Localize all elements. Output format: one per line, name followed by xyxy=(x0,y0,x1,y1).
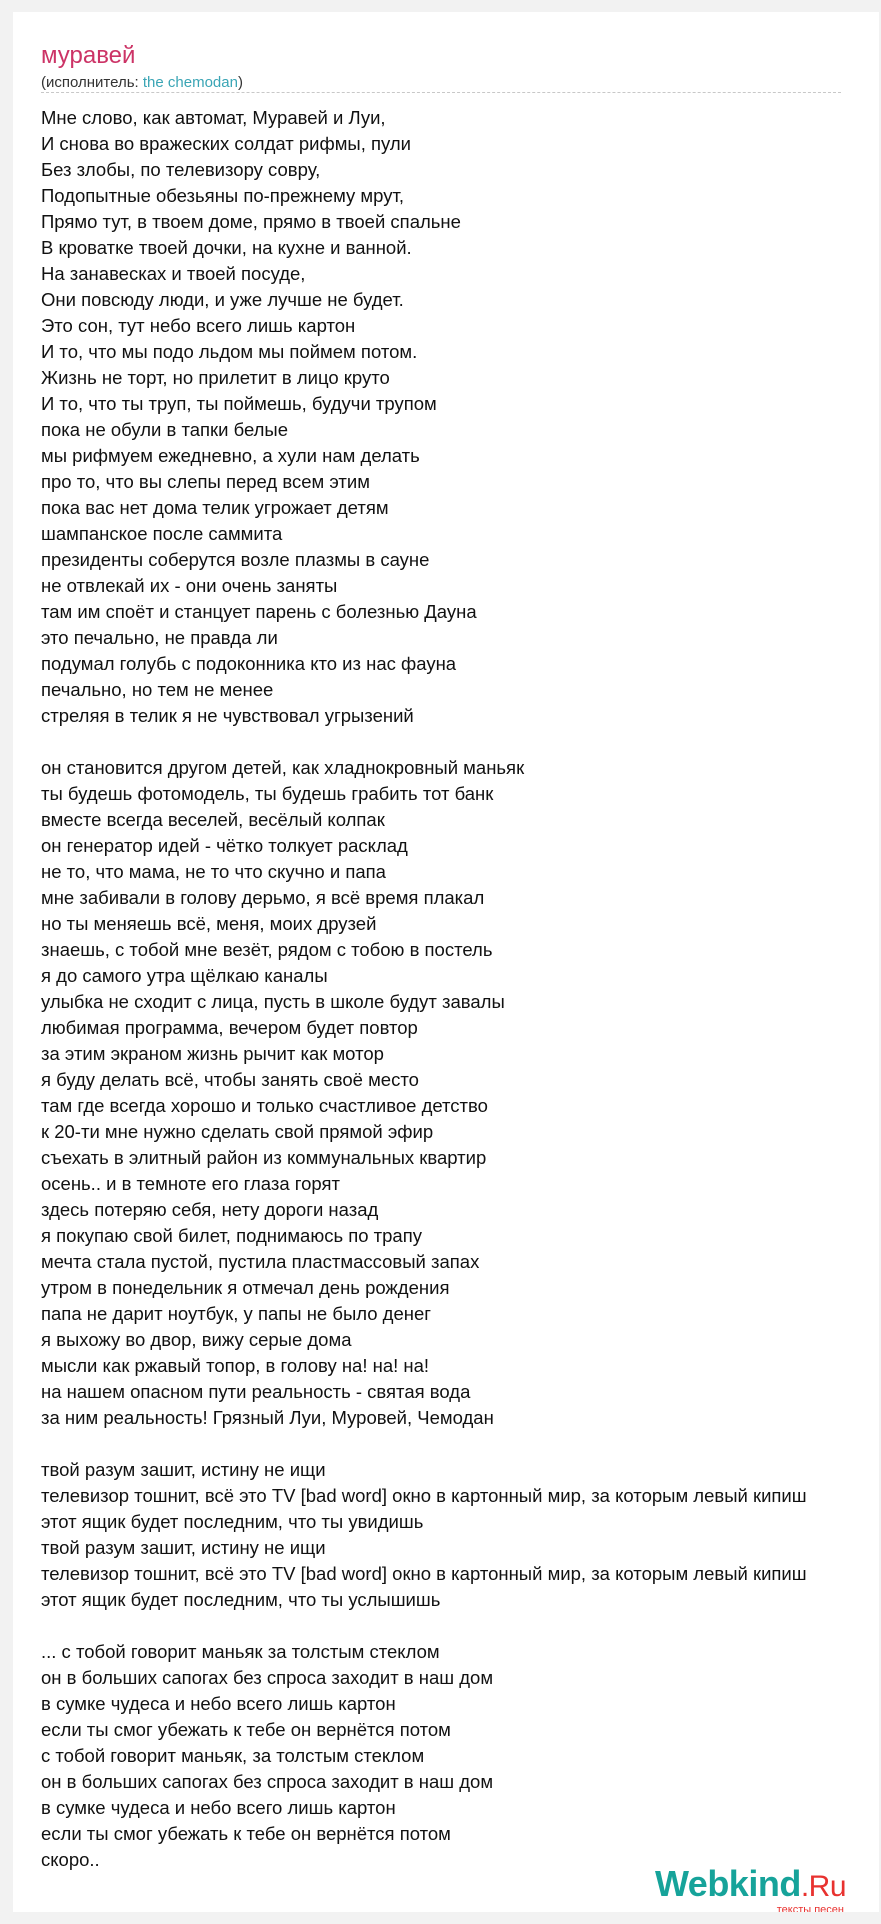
lyric-line: скоро.. xyxy=(41,1849,100,1870)
lyric-line: я буду делать всё, чтобы занять своё место xyxy=(41,1069,419,1090)
lyric-line: ты будешь фотомодель, ты будешь грабить тот банк xyxy=(41,783,494,804)
lyric-line: не то, что мама, не то что скучно и папа xyxy=(41,861,386,882)
lyric-line: я до самого утра щёлкаю каналы xyxy=(41,965,328,986)
lyric-line: любимая программа, вечером будет повтор xyxy=(41,1017,418,1038)
artist-link[interactable]: the chemodan xyxy=(142,74,238,91)
lyric-line: твой разум зашит, истину не ищи xyxy=(41,1459,326,1480)
lyric-line: в сумке чудеса и небо всего лишь картон xyxy=(41,1797,396,1818)
lyric-line: там им споёт и станцует парень с болезнью Дауна xyxy=(41,601,477,622)
lyric-line: с тобой говорит маньяк, за толстым стеклом xyxy=(41,1745,425,1766)
lyric-line: мечта стала пустой, пустила пластмассовый запах xyxy=(41,1251,480,1272)
lyric-line: про то, что вы слепы перед всем этим xyxy=(41,471,370,492)
lyric-line: к 20-ти мне нужно сделать свой прямой эфир xyxy=(41,1121,434,1142)
logo-tagline: тексты песен xyxy=(776,1904,844,1912)
lyric-line: он генератор идей - чётко толкует расклад xyxy=(41,835,408,856)
stanza-gap xyxy=(41,1613,879,1639)
lyric-line: Прямо тут, в твоем доме, прямо в твоей спальне xyxy=(41,211,461,232)
logo-tld: .Ru xyxy=(800,1870,846,1903)
logo-wordmark xyxy=(655,1865,846,1906)
lyric-line: пока не обули в тапки белые xyxy=(41,419,289,440)
lyric-line: но ты меняешь всё, меня, моих друзей xyxy=(41,913,377,934)
lyric-line: Они повсюду люди, и уже лучше не будет. xyxy=(41,289,404,310)
artist-prefix: (исполнитель: xyxy=(41,74,143,91)
song-title: муравей xyxy=(41,42,136,69)
lyric-line: печально, но тем не менее xyxy=(41,679,274,700)
lyric-line: если ты смог убежать к тебе он вернётся потом xyxy=(41,1823,451,1844)
lyric-line: ... с тобой говорит маньяк за толстым стеклом xyxy=(41,1641,440,1662)
lyric-line: утром в понедельник я отмечал день рождения xyxy=(41,1277,450,1298)
lyric-line: знаешь, с тобой мне везёт, рядом с тобою в постель xyxy=(41,939,493,960)
lyric-line: папа не дарит ноутбук, у папы не было денег xyxy=(41,1303,432,1324)
lyric-line: здесь потеряю себя, нету дороги назад xyxy=(41,1199,379,1220)
logo-brand: Webkind xyxy=(654,1863,801,1904)
lyric-line: он в больших сапогах без спроса заходит в наш дом xyxy=(41,1667,494,1688)
stanza-gap xyxy=(41,1431,879,1457)
lyric-line: улыбка не сходит с лица, пусть в школе будут завалы xyxy=(41,991,505,1012)
lyric-line: В кроватке твоей дочки, на кухне и ванной. xyxy=(41,237,412,258)
lyric-line: шампанское после саммита xyxy=(41,523,283,544)
lyric-line: телевизор тошнит, всё это TV [bad word] окно в картонный мир, за которым левый кипиш xyxy=(41,1563,807,1584)
lyric-line: мы рифмуем ежедневно, а хули нам делать xyxy=(41,445,420,466)
lyric-line: мне забивали в голову дерьмо, я всё время плакал xyxy=(41,887,485,908)
webkind-logo[interactable] xyxy=(655,1865,846,1912)
artist-line xyxy=(41,74,243,92)
lyric-line: в сумке чудеса и небо всего лишь картон xyxy=(41,1693,396,1714)
lyric-line: я покупаю свой билет, поднимаюсь по трапу xyxy=(41,1225,422,1246)
lyric-line: пока вас нет дома телик угрожает детям xyxy=(41,497,389,518)
lyric-line: Без злобы, по телевизору совру, xyxy=(41,159,321,180)
lyric-line: президенты соберутся возле плазмы в сауне xyxy=(41,549,430,570)
lyric-line: за ним реальность! Грязный Луи, Муровей, Чемодан xyxy=(41,1407,494,1428)
lyric-line: Мне слово, как автомат, Муравей и Луи, xyxy=(41,107,386,128)
title-divider xyxy=(41,92,841,93)
lyric-line: он в больших сапогах без спроса заходит в наш дом xyxy=(41,1771,494,1792)
lyric-line: он становится другом детей, как хладнокровный маньяк xyxy=(41,757,525,778)
page-sheet xyxy=(13,12,879,1912)
lyric-line: там где всегда хорошо и только счастливое детство xyxy=(41,1095,488,1116)
lyric-line: за этим экраном жизнь рычит как мотор xyxy=(41,1043,384,1064)
lyric-line: осень.. и в темноте его глаза горят xyxy=(41,1173,340,1194)
lyric-line: твой разум зашит, истину не ищи xyxy=(41,1537,326,1558)
lyric-line: стреляя в телик я не чувствовал угрызений xyxy=(41,705,414,726)
lyric-line: если ты смог убежать к тебе он вернётся потом xyxy=(41,1719,451,1740)
lyric-line: И то, что ты труп, ты поймешь, будучи трупом xyxy=(41,393,437,414)
lyric-line: телевизор тошнит, всё это TV [bad word] окно в картонный мир, за которым левый кипиш xyxy=(41,1485,807,1506)
lyric-line: На занавесках и твоей посуде, xyxy=(41,263,306,284)
lyric-line: этот ящик будет последним, что ты увидишь xyxy=(41,1511,424,1532)
lyric-line: И снова во вражеских солдат рифмы, пули xyxy=(41,133,411,154)
lyric-line: Жизнь не торт, но прилетит в лицо круто xyxy=(41,367,390,388)
lyric-line: это печально, не правда ли xyxy=(41,627,278,648)
lyric-line: не отвлекай их - они очень заняты xyxy=(41,575,338,596)
lyrics-body xyxy=(41,105,879,1873)
lyric-line: Это сон, тут небо всего лишь картон xyxy=(41,315,356,336)
lyric-line: подумал голубь с подоконника кто из нас фауна xyxy=(41,653,457,674)
lyric-line: вместе всегда веселей, весёлый колпак xyxy=(41,809,385,830)
lyric-line: И то, что мы подо льдом мы поймем потом. xyxy=(41,341,418,362)
artist-suffix: ) xyxy=(237,74,243,91)
stanza-gap xyxy=(41,729,879,755)
lyric-line: на нашем опасном пути реальность - святая вода xyxy=(41,1381,471,1402)
lyric-line: съехать в элитный район из коммунальных квартир xyxy=(41,1147,487,1168)
lyric-line: этот ящик будет последним, что ты услышишь xyxy=(41,1589,441,1610)
lyric-line: Подопытные обезьяны по-прежнему мрут, xyxy=(41,185,405,206)
lyric-line: мысли как ржавый топор, в голову на! на! на! xyxy=(41,1355,430,1376)
lyric-line: я выхожу во двор, вижу серые дома xyxy=(41,1329,352,1350)
